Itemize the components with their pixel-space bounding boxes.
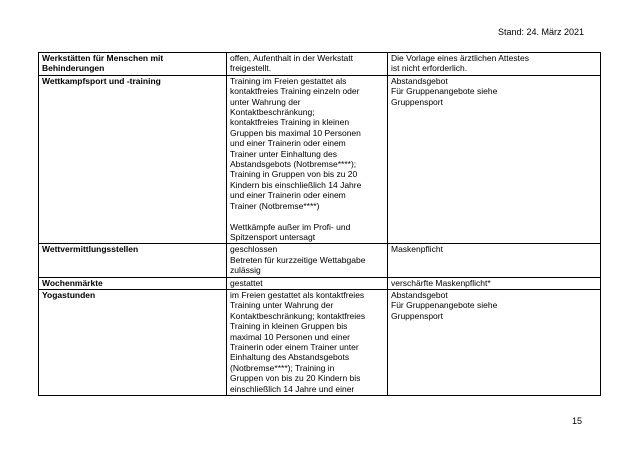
note-cell: Die Vorlage eines ärztlichen Attestes ist nicht erforderlich. <box>388 53 601 76</box>
table-row <box>39 53 601 76</box>
rule-cell: geschlossen Betreten für kurzzeitige Wettabgabe zulässig <box>227 244 388 277</box>
activity-cell: Wochenmärkte <box>39 277 227 289</box>
table-row <box>39 277 601 289</box>
rule-cell: im Freien gestattet als kontaktfreies Training unter Wahrung der Kontaktbeschränkung; kontaktfreies Training in kleinen Gruppen bis maximal 10 Personen und einer Trainerin oder einem Trainer unter Einhaltung des Abstandsgebots (Notbremse****); Training in Gruppen von bis zu 20 Kindern bis einschließlich 14 Jahre und einer <box>227 289 388 395</box>
table-row <box>39 289 601 395</box>
rule-cell: offen, Aufenthalt in der Werkstatt freigestellt. <box>227 53 388 76</box>
table-row <box>39 244 601 277</box>
note-cell: Maskenpflicht <box>388 244 601 277</box>
table-row <box>39 75 601 244</box>
rule-cell: Training im Freien gestattet als kontaktfreies Training einzeln oder unter Wahrung der Kontaktbeschränkung; kontaktfreies Training in kleinen Gruppen bis maximal 10 Personen und einer Trainerin oder einem Trainer unter Einhaltung des Abstandsgebots (Notbremse****); Training in Gruppen von bis zu 20 Kindern bis einschließlich 14 Jahre und einer Trainerin oder einem Trainer (Notbremse****) Wettkämpfe außer im Profi- und Spitzensport untersagt <box>227 75 388 244</box>
activity-cell: Yogastunden <box>39 289 227 395</box>
activity-cell: Wettkampfsport und -training <box>39 75 227 244</box>
note-cell: verschärfte Maskenpflicht* <box>388 277 601 289</box>
regulations-table <box>38 52 601 396</box>
activity-cell: Werkstätten für Menschen mit Behinderungen <box>39 53 227 76</box>
note-cell: Abstandsgebot Für Gruppenangebote siehe Gruppensport <box>388 289 601 395</box>
date-stamp: Stand: 24. März 2021 <box>497 27 584 37</box>
activity-cell: Wettvermittlungsstellen <box>39 244 227 277</box>
rule-cell: gestattet <box>227 277 388 289</box>
page-number: 15 <box>571 416 582 426</box>
note-cell: Abstandsgebot Für Gruppenangebote siehe Gruppensport <box>388 75 601 244</box>
